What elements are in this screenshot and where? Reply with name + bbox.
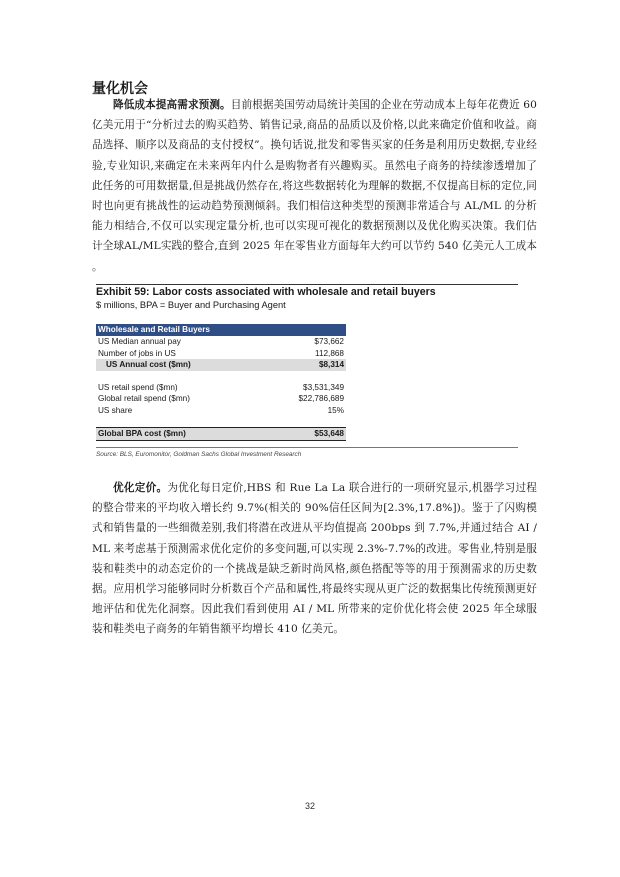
exhibit-source: Source: BLS, Euromonitor, Goldman Sachs Global Investment Research	[96, 451, 302, 458]
table-row-share	[96, 405, 346, 417]
paragraph-text: 目前根据美国劳动局统计美国的企业在劳动成本上每年花费近 60 亿美元用于“分析过去的购买趋势、销售记录,商品的品质以及价格,以此来确定价值和收益。商品选择、顺序以及商品的支付授权”。换句话说,批发和零售买家的任务是利用历史数据,专业经验,专业知识,来确定在未来两年内什么是购物者有兴趣购买。虽然电子商务的持续渗透增加了此任务的可用数据量,但是挑战仍然存在,将这些数据转化为理解的数据,不仅提高目标的定位,同时也向更有挑战性的运动趋势预测倾斜。我们相信这种类型的预测非常适合与 AL/ML 的分析能力相结合,不仅可以实现定量分析,也可以实现可视化的数据预测以及优化购买决策。我们估计全球AL/ML实践的整合,直到 2025 年在零售业方面每年大约可以节约 540 亿美元人工成本 。	[92, 99, 537, 273]
table-spacer	[96, 416, 346, 428]
row-value: 112,868	[315, 348, 344, 358]
table-spacer	[96, 371, 346, 382]
labor-cost-table	[96, 324, 346, 441]
row-label: US Annual cost ($mn)	[96, 359, 261, 371]
paragraph-text: 为优化每日定价,HBS 和 Rue La La 联合进行的一项研究显示,机器学习过程的整合带来的平均收入增长约 9.7%(相关的 90%信任区间为[2.3%,17.8%])。鉴于了闪购模式和销售量的一些细微差别,我们将潜在改进从平均值提高 200bps 到 7.7%,并通过结合 AI / ML 来考虑基于预测需求优化定价的多变问题,可以实现 2.3%-7.7%的改进。零售业,特别是服装和鞋类中的动态定价的一个挑战是缺乏新时尚风格,颜色搭配等等的用于预测需求的历史数据。应用机学习能够同时分析数百个产品和属性,将最终实现从更广泛的数据集比传统预测更好地评估和优先化洞察。因此我们看到使用 AI / ML 所带来的定价优化将会使 2025 年全球服装和鞋类电子商务的年销售额平均增长 410 亿美元。	[92, 482, 537, 636]
table-row	[96, 382, 346, 394]
row-label: US Median annual pay	[98, 337, 181, 346]
row-label: Number of jobs in US	[98, 348, 176, 358]
paragraph-cost-reduction	[92, 95, 537, 277]
table-row-annual-cost	[96, 359, 346, 371]
table-header: Wholesale and Retail Buyers	[96, 324, 346, 336]
exhibit-top-rule	[96, 284, 518, 285]
row-label: Global retail spend ($mn)	[98, 394, 190, 403]
row-label: US share	[98, 405, 133, 415]
table-row	[96, 348, 346, 360]
section-title: 量化机会	[92, 81, 148, 97]
exhibit-title: Exhibit 59: Labor costs associated with wholesale and retail buyers	[96, 286, 436, 298]
row-value: $8,314	[261, 359, 346, 371]
paragraph-lead: 优化定价。	[113, 482, 168, 494]
paragraph-pricing	[92, 478, 537, 640]
exhibit-subtitle: $ millions, BPA = Buyer and Purchasing Agent	[96, 300, 286, 310]
row-value: 15%	[327, 405, 344, 415]
row-value: $3,531,349	[303, 382, 344, 392]
exhibit-59	[96, 284, 518, 459]
row-label: Global BPA cost ($mn)	[96, 428, 261, 441]
exhibit-bottom-rule	[96, 447, 518, 448]
paragraph-lead: 降低成本提高需求预测。	[113, 99, 231, 111]
row-label: US retail spend ($mn)	[98, 382, 178, 392]
row-value: $22,786,689	[298, 394, 344, 403]
row-value: $73,662	[314, 337, 344, 346]
table-row	[96, 393, 346, 405]
row-value: $53,648	[261, 428, 346, 441]
table-header-row	[96, 324, 346, 336]
page-number: 32	[304, 801, 315, 811]
table-row-total	[96, 428, 346, 441]
table-row	[96, 336, 346, 348]
